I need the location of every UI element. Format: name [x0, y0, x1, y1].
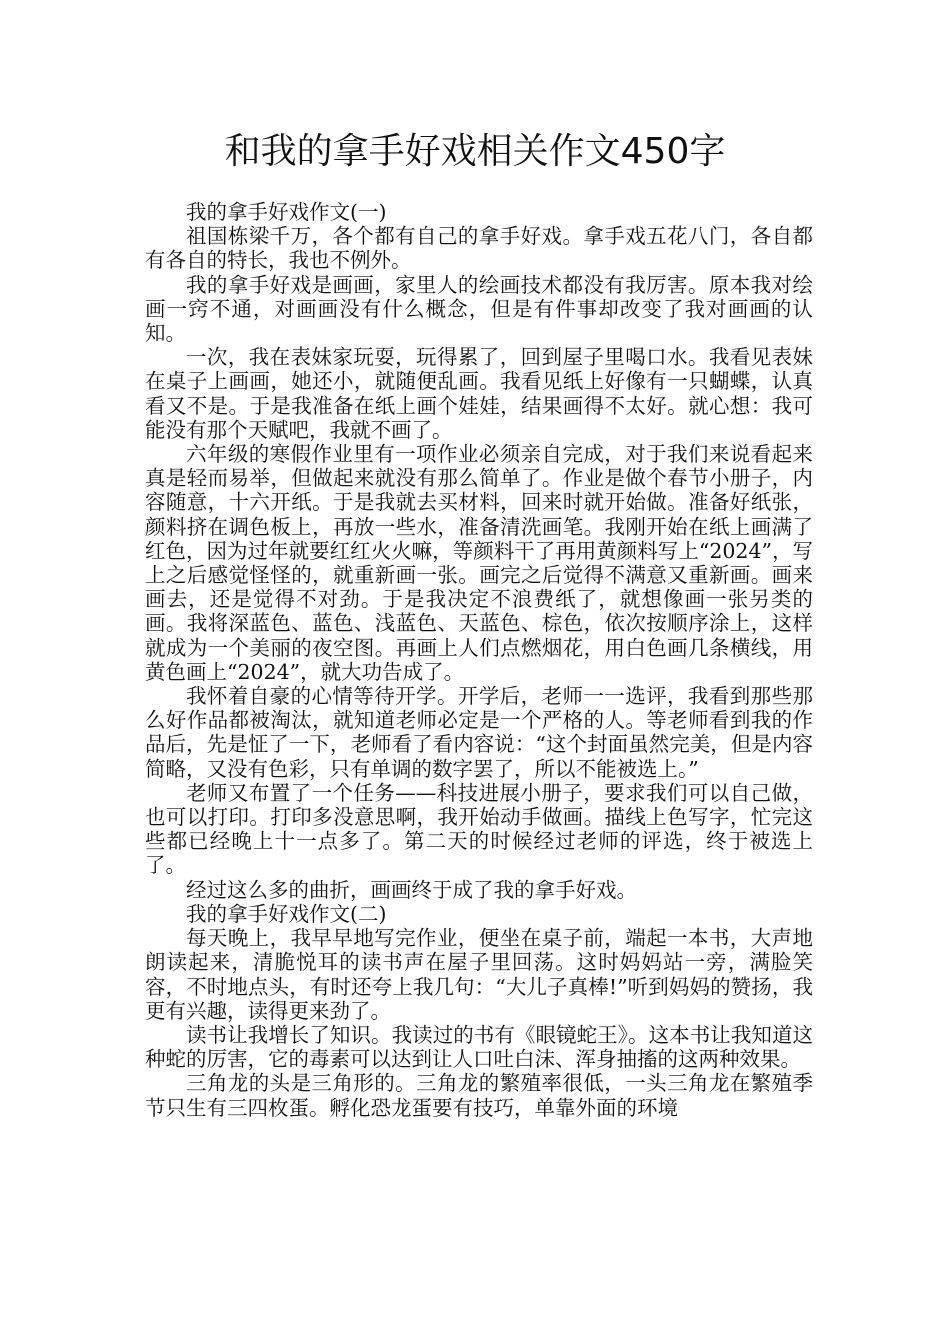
paragraph-heading-2: 我的拿手好戏作文(二): [186, 901, 387, 926]
paragraph: 每天晚上，我早早地写完作业，便坐在桌子前，端起一本书，大声地朗读起来，清脆悦耳的读书声在屋子里回荡。这时妈妈站一旁，满脸笑容，不时地点头，有时还夸上我几句：“大儿子真棒!”听到妈妈的赞扬，我更有兴趣，读得更来劲了。: [145, 926, 813, 1023]
paragraph: 一次，我在表妹家玩耍，玩得累了，回到屋子里喝口水。我看见表妹在桌子上画画，她还小，就随便乱画。我看见纸上好像有一只蝴蝶，认真看又不是。于是我准备在纸上画个娃娃，结果画得不太好。就心想：我可能没有那个天赋吧，我就不画了。: [145, 345, 813, 442]
paragraph: 我怀着自豪的心情等待开学。开学后，老师一一选评，我看到那些那么好作品都被淘汰，就知道老师必定是一个严格的人。等老师看到我的作品后，先是怔了一下，老师看了看内容说：“这个封面虽然完美，但是内容简略，又没有色彩，只有单调的数字罢了，所以不能被选上。”: [145, 684, 813, 781]
paragraph-heading-1: 我的拿手好戏作文(一): [186, 200, 387, 224]
paragraph: 经过这么多的曲折，画画终于成了我的拿手好戏。: [186, 877, 637, 902]
paragraph: 祖国栋梁千万，各个都有自己的拿手好戏。拿手戏五花八门，各自都有各自的特长，我也不例外。: [145, 224, 813, 273]
paragraph: 六年级的寒假作业里有一项作业必须亲自完成，对于我们来说看起来真是轻而易举，但做起来就没有那么简单了。作业是做个春节小册子，内容随意，十六开纸。于是我就去买材料，回来时就开始做。准备好纸张，颜料挤在调色板上，再放一些水，准备清洗画笔。我刚开始在纸上画满了红色，因为过年就要红红火火嘛，等颜料干了再用黄颜料写上“2024”，写上之后感觉怪怪的，就重新画一张。画完之后觉得不满意又重新画。画来画去，还是觉得不对劲。于是我决定不浪费纸了，就想像画一张另类的画。我将深蓝色、蓝色、浅蓝色、天蓝色、棕色，依次按顺序涂上，这样就成为一个美丽的夜空图。再画上人们点燃烟花，用白色画几条横线，用黄色画上“2024”，就大功告成了。: [145, 442, 813, 684]
paragraph: 三角龙的头是三角形的。三角龙的繁殖率很低，一头三角龙在繁殖季节只生有三四枚蛋。孵化恐龙蛋要有技巧，单靠外面的环境: [145, 1071, 813, 1120]
document-title: 和我的拿手好戏相关作文450字: [224, 131, 726, 172]
paragraph: 读书让我增长了知识。我读过的书有《眼镜蛇王》。这本书让我知道这种蛇的厉害，它的毒素可以达到让人口吐白沫、浑身抽搐的这两种效果。: [145, 1022, 813, 1072]
paragraph: 我的拿手好戏是画画，家里人的绘画技术都没有我厉害。原本我对绘画一窍不通，对画画没有什么概念，但是有件事却改变了我对画画的认知。: [145, 272, 813, 346]
document-body: [145, 200, 813, 1120]
paragraph: 老师又布置了一个任务——科技进展小册子，要求我们可以自己做，也可以打印。打印多没意思啊，我开始动手做画。描线上色写字，忙完这些都已经晚上十一点多了。第二天的时候经过老师的评选，终于被选上了。: [145, 780, 813, 878]
